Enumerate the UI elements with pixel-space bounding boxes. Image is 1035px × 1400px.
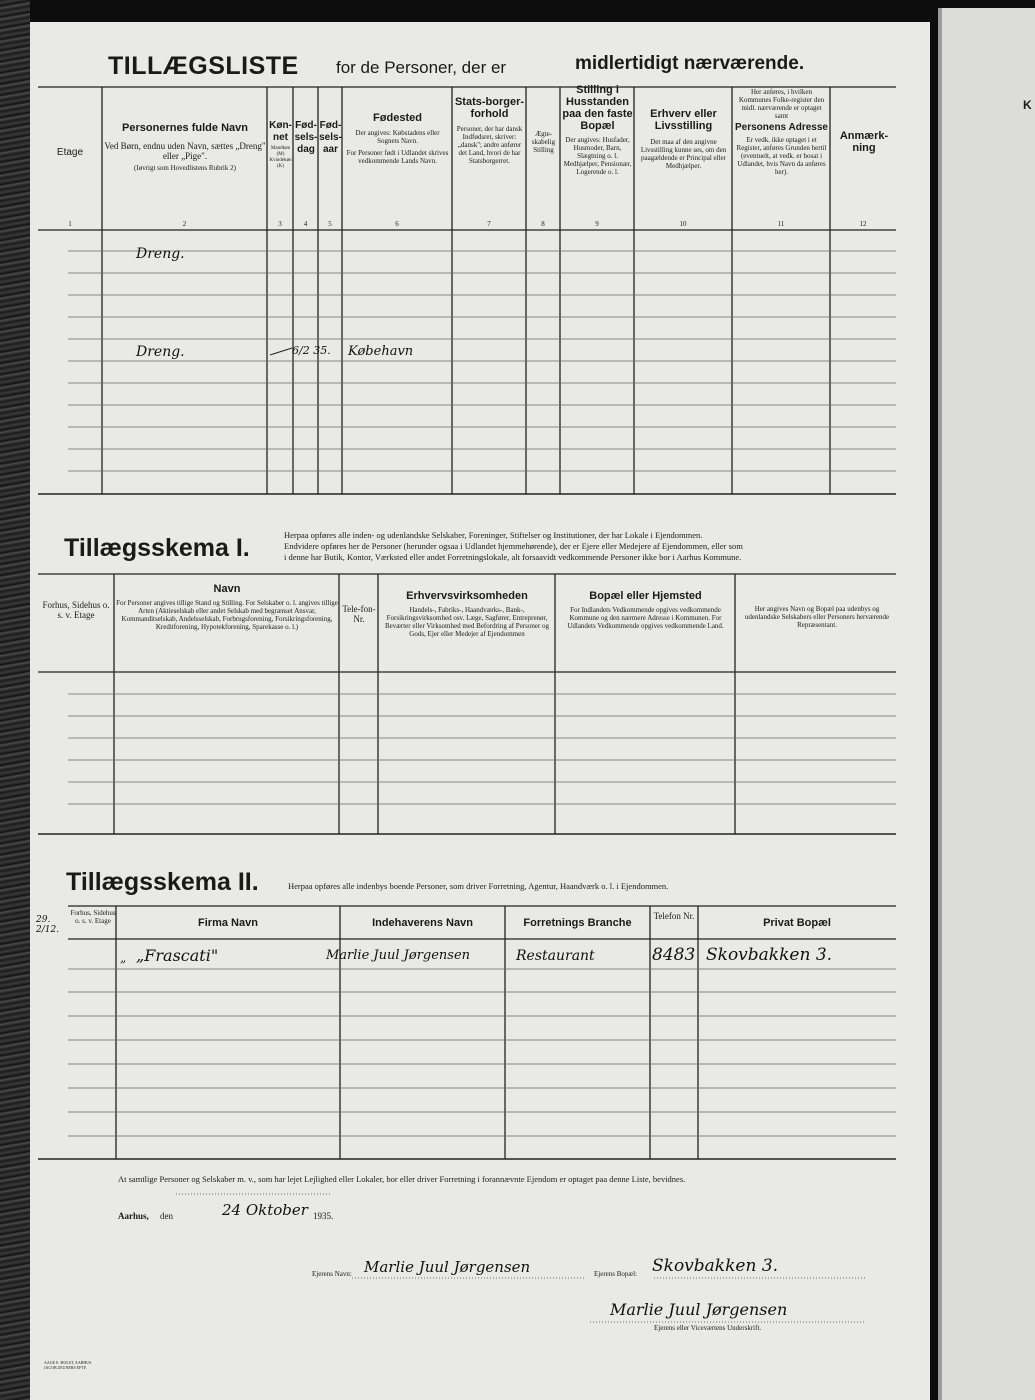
footer-statement: At samtlige Personer og Selskaber m. v., som har lejet Lejlighed eller Lokaler, bor eller driver Forretning i forannævnte Ejendom er optaget paa denne Liste, bevidnes. [118, 1174, 686, 1184]
col-occupation-header [636, 108, 731, 170]
col-name-sub: Ved Børn, endnu uden Navn, sættes „Dreng" eller „Pige". [104, 141, 266, 161]
col-name-header [104, 122, 266, 172]
col-num-11: 11 [777, 220, 785, 228]
col-address-sub: Er vedk. ikke optaget i et Register, anføres Grunden hertil (eventuelt, at vedk. er bosat i Udlandet, hvis Navn da anføres her). [736, 136, 827, 176]
schema1-col-name-sub: For Personer angives tillige Stand og Stilling. For Selskaber o. l. angives tillige Arten (Aktieselskab eller andet Selskab med begrænset Ansvar, Kommanditselskab, Andelsselskab, Forbrugsforening, Forsikringsforening, Kreditforening, Hypotekforening, Sparekasse o. l.) [116, 599, 338, 631]
col-occupation-sub: Det maa af den angivne Livsstilling kunne ses, om den paagældende er Principal eller Medhjælper. [640, 138, 727, 170]
col-num-10: 10 [679, 220, 687, 228]
schema1-col-floor: Forhus, Sidehus o. s. v. Etage [42, 600, 110, 620]
printer-mark: AAGE E. HOLST, AARHUS JACOB ZEUNERS EFTF. [44, 1360, 92, 1370]
schema2-entry-home: Skovbakken 3. [706, 945, 833, 965]
col-etage: Etage [56, 147, 84, 158]
form-rulings [30, 22, 930, 1400]
schema2-col-firm: Firma Navn [198, 917, 258, 929]
schema2-entry-branch: Restaurant [516, 948, 595, 964]
schema1-col-business-header [380, 590, 554, 638]
schema1-col-business-sub: Handels-, Fabriks-, Haandværks-, Bank-, Forsikringsvirksomhed osv. Læge, Sagfører, Entreprenør, Beværter eller Virksomhed med Befordring af Personer og Gods, Ejer eller Medejer af Ejendommen [384, 606, 550, 638]
col-num-8: 8 [541, 220, 545, 228]
main-title-middle: for de Personer, der er [336, 58, 507, 77]
col-household-sub: Der angives: Husfader, Husmoder, Barn, Slægtning o. l. Medhjælper, Pensionær, Logerende o. l. [563, 136, 632, 176]
schema2-entry-phone: 8483 [652, 945, 696, 965]
col-num-7: 7 [487, 220, 491, 228]
schema2-col-phone: Telefon Nr. [653, 911, 695, 921]
col-occupation-title: Erhverv eller Livsstilling [650, 108, 717, 132]
schema1-intro [284, 530, 904, 563]
col-address-pre: Her anføres, i hvilken Kommunes Folke-register den midl. nærværende er optaget samt [738, 88, 825, 120]
entry-2-name: Dreng. [136, 344, 185, 360]
footer-den: den [160, 1211, 173, 1221]
schema1-col-representative: Her angives Navn og Bopæl paa udenbys og udenlandske Selskabers eller Personers herværende Repræsentant. [744, 605, 890, 629]
main-title-bold: midlertidigt nærværende. [575, 53, 805, 74]
entry-1-name: Dreng. [136, 246, 185, 262]
schema1-col-phone: Tele-fon-Nr. [342, 604, 376, 624]
schema2-entry-owner: Marlie Juul Jørgensen [326, 948, 471, 963]
col-num-2: 2 [182, 220, 187, 228]
col-remarks: Anmærk-ning [839, 130, 889, 154]
schema1-title: Tillægsskema I. [64, 534, 250, 562]
footer-owner-label: Ejerens Navn: [312, 1270, 352, 1278]
schema1-intro-line1: Herpaa opføres alle inden- og udenlandske Selskaber, Foreninger, Stiftelser og Institutioner, der har Lokale i Ejendommen. [284, 530, 703, 540]
col-birthplace-sub: Der angives: Købstadens eller Sognets Navn. [355, 129, 440, 145]
col-household-title: Stilling i Husstanden paa den faste Bopæl [562, 84, 633, 132]
col-num-1: 1 [68, 220, 72, 228]
binding-spine [0, 0, 30, 1400]
schema1-col-home: Bopæl eller Hjemsted [589, 590, 702, 602]
schema2-col-branch: Forretnings Branche [523, 917, 632, 929]
schema2-margin-note: 29. 2/12. [36, 915, 60, 935]
col-household-header [561, 84, 634, 176]
col-num-3: 3 [278, 220, 282, 228]
footer-signature: Marlie Juul Jørgensen [610, 1300, 788, 1319]
col-citizenship-sub: Personer, der har dansk Indfødsret, skriver: „dansk"; andre anfører det Land, hvori de har Statsborgerret. [456, 125, 523, 165]
main-title: TILLÆGSLISTE [108, 52, 299, 80]
col-num-4: 4 [303, 220, 308, 228]
footer-date: 24 Oktober [222, 1201, 308, 1219]
schema1-intro-line3: i denne har Butik, Kontor, Værksted eller andet Forretningslokale, alt forsaavidt vedkommende Personer ikke bor i Aarhus Kommune. [284, 552, 742, 562]
footer-year: 1935. [313, 1211, 334, 1221]
census-form-page [30, 22, 930, 1400]
schema2-entry-firm: „Frascati" [136, 946, 219, 965]
col-num-9: 9 [595, 220, 599, 228]
schema2-entry-floor: „ [120, 951, 127, 965]
col-birthplace-note: For Personer født i Udlandet skrives vedkommende Lands Navn. [346, 149, 449, 165]
schema1-intro-line2: Endvidere opføres her de Personer (herunder ogsaa i Udlandet hjemmehørende), der er Ejere eller Medejere af Ejendommen, eller som [284, 541, 743, 551]
col-birthyear: Fød-sels-aar [319, 120, 342, 155]
next-page-letter: K [1023, 98, 1032, 112]
entry-2-birthday: 6/2 35. [292, 344, 331, 357]
col-sex-sub: Mandkøn (M) Kvindekøn (K) [269, 146, 292, 169]
col-name-title: Personernes fulde Navn [122, 122, 248, 134]
col-birthday: Fød-sels-dag [294, 120, 318, 155]
col-sex-title: Køn-net [269, 120, 292, 143]
schema1-col-business: Erhvervsvirksomheden [406, 590, 528, 602]
footer-address: Skovbakken 3. [652, 1256, 779, 1276]
schema2-col-home: Privat Bopæl [763, 917, 831, 929]
footer-place: Aarhus, [118, 1211, 149, 1221]
schema2-col-floor: Forhus, Sidehus o. s. v. Etage [70, 909, 116, 925]
schema1-col-name-header [116, 583, 338, 631]
col-num-5: 5 [328, 220, 332, 228]
schema1-col-name: Navn [213, 583, 241, 595]
schema2-col-owner: Indehaverens Navn [372, 917, 473, 929]
footer-signature-label: Ejerens eller Viceværtens Underskrift. [654, 1324, 762, 1332]
col-name-note: (Iøvrigt som Hovedlistens Rubrik 2) [134, 164, 236, 172]
col-marital: Ægte-skabelig Stilling [531, 130, 556, 154]
footer-address-label: Ejerens Bopæl: [594, 1270, 637, 1278]
schema1-col-home-header [557, 590, 734, 630]
col-address-title: Personens Adresse [734, 122, 828, 133]
col-num-6: 6 [395, 220, 399, 228]
schema2-title: Tillægsskema II. [66, 868, 259, 896]
schema1-col-home-sub: For Indlandets Vedkommende opgives vedkommende Kommune og den nærmere Adresse i Kommunen. For Udlandets Vedkommende opgives vedkommende Land. [567, 606, 724, 630]
col-birthplace-title: Fødested [373, 112, 422, 124]
col-birthplace-header [344, 112, 451, 165]
schema2-intro: Herpaa opføres alle indenbys boende Personer, som driver Forretning, Agentur, Haandværk o. l. i Ejendommen. [288, 881, 669, 891]
col-citizenship-header [454, 96, 525, 165]
entry-2-birthplace: Købehavn [348, 344, 414, 359]
col-citizenship-title: Stats-borger-forhold [454, 96, 525, 120]
col-address-header [734, 88, 829, 176]
page-fold [938, 8, 942, 1400]
footer-owner-signature: Marlie Juul Jørgensen [364, 1258, 531, 1276]
col-sex-header [268, 120, 293, 170]
next-page-edge [938, 8, 1035, 1400]
col-num-12: 12 [859, 220, 867, 228]
